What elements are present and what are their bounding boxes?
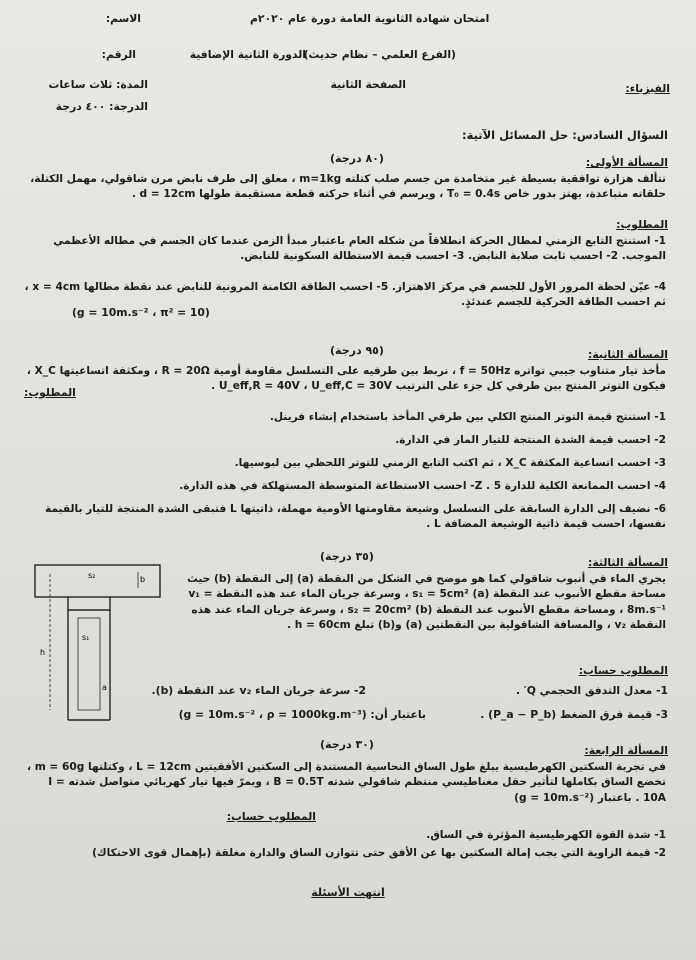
page-label: الصفحة الثانية <box>330 78 406 91</box>
problem2-title: المسألة الثانية: <box>588 348 668 361</box>
problem3-item-3: 3- قيمة فرق الضغط (P_a − P_b) . <box>480 708 668 721</box>
label-s2: s₂ <box>88 571 96 580</box>
problem2-item-4: 4- احسب الممانعة الكلية للدارة Z . 5- احسب الاستطاعة المتوسطة المستهلكة في هذه الدارة. <box>179 480 666 492</box>
problem3-item-1: 1- معدل التدفق الحجمي Q′ . <box>515 684 668 697</box>
label-b: b <box>140 575 146 584</box>
duration-label: المدة: ثلاث ساعات <box>48 78 148 91</box>
problem2-text: مأخذ تيار متناوب جيبي تواتره f = 50Hz ، نربط بين طرفيه على التسلسل مقاومة أومية R = 20Ω ، ومكثفة اتساعيتها X_C ، فيكون التوتر المنتج بين طرفي كل جزء على الترتيب U_eff,R = 40V ، U_eff,C = 30V . <box>26 365 666 393</box>
problem4-item-1: 1- شدة القوة الكهرطيسية المؤثرة في الساق. <box>426 829 666 841</box>
problem2-required: المطلوب: <box>24 386 76 399</box>
exam-title: امتحان شهادة الثانوية العامة دورة عام ٢٠٢٠م <box>250 12 490 25</box>
session-label: الدورة الثانية الإضافية <box>189 48 306 61</box>
problem1-item-1: 1- استنتج التابع الزمني لمطال الحركة انطلاقاً من شكله العام باعتبار مبدأ الزمن عندما كان الجسم في مطاله الأعظمي الموجب. 2- احسب ثابت صلابة النابض. 3- احسب قيمة الاستطالة السكونية للنابض. <box>53 235 666 263</box>
problem1-title: المسألة الأولى: <box>585 156 668 169</box>
problem2-score: (٩٥ درجة) <box>330 344 384 357</box>
problem4-item-2: 2- قيمة الزاوية التي يجب إمالة السكتين بها عن الأفق حتى تتوازن الساق والدارة مغلقة (بإهمال قوى الاحتكاك) <box>92 847 666 859</box>
label-s1: s₁ <box>82 633 90 642</box>
branch-label: (الفرع العلمي – نظام حديث) <box>303 48 456 61</box>
problem1-text: تتألف هزازة توافقية بسيطة غير متخامدة من جسم صلب كتلته m=1kg ، معلق إلى طرف نابض مرن شاقولي، مهمل الكتلة، حلقاته متباعدة، يهتز بدور خاص T₀ = 0.4s ، ويرسم في أثناء حركته قطعة مستقيمة طولها d = 12cm . <box>30 173 666 201</box>
problem1-required: المطلوب: <box>616 218 668 231</box>
problem4-score: (٣٠ درجة) <box>320 738 374 751</box>
problem3-title: المسألة الثالثة: <box>588 556 668 569</box>
problem4-title: المسألة الرابعة: <box>584 744 668 757</box>
problem1-given: (g = 10m.s⁻² ، π² = 10) <box>72 306 210 319</box>
problem2-item-2: 2- احسب قيمة الشدة المنتجة للتيار المار في الدارة. <box>395 434 666 446</box>
problem3-required: المطلوب حساب: <box>578 664 668 677</box>
problem3-given: باعتبار أن: (g = 10m.s⁻² ، ρ = 1000kg.m⁻³) <box>178 708 426 721</box>
problem3-score: (٣٥ درجة) <box>320 550 374 563</box>
problem1-item-2: 4- عيّن لحظة المرور الأول للجسم في مركز الاهتزاز. 5- احسب الطاقة الكامنة المرونية للنابض عند نقطة مطالها x = 4cm ، ثم احسب الطاقة الحركية للجسم عندئذٍ. <box>24 281 666 309</box>
grade-label: الدرجة: ٤٠٠ درجة <box>55 100 148 113</box>
problem3-text: يجري الماء في أنبوب شاقولي كما هو موضح في الشكل من النقطة (a) إلى النقطة (b) حيث مساحة مقطع الأنبوب عند النقطة (a) s₁ = 5cm² ، وسرعة جريان الماء عند هذه النقطة v₁ = 8m.s⁻¹ ، ومساحة مقطع الأنبوب عند النقطة (b) s₂ = 20cm² ، وسرعة جريان الماء عند هذه النقطة v₂ ، والمسافة الشاقولية بين النقطتين (a) و(b) تبلغ h = 60cm . <box>187 573 666 631</box>
problem4-required: المطلوب حساب: <box>226 810 316 823</box>
problem1-score: (٨٠ درجة) <box>330 152 384 165</box>
question-title: السؤال السادس: حل المسائل الآتية: <box>462 128 668 142</box>
pipe-figure <box>20 560 170 730</box>
problem2-item-1: 1- استنتج قيمة التوتر المنتج الكلي بين طرفي المأخذ باستخدام إنشاء فرينل. <box>269 411 666 423</box>
problem2-item-5: 6- نضيف إلى الدارة السابقة على التسلسل وشيعة مقاومتها الأومية مهملة، ذاتيتها L فتبقى الشدة المنتجة للتيار بالقيمة نفسها، احسب قيمة ذاتية الوشيعة المضافة L . <box>45 503 666 531</box>
number-label: الرقم: <box>101 48 136 61</box>
label-a: a <box>102 683 107 692</box>
problem3-item-2: 2- سرعة جريان الماء v₂ عند النقطة (b). <box>151 684 366 697</box>
label-h: h <box>40 648 46 657</box>
subject-label: الفيزياء: <box>625 82 670 95</box>
name-label: الاسم: <box>105 12 141 25</box>
problem2-item-3: 3- احسب اتساعية المكثفة X_C ، ثم اكتب التابع الزمني للتوتر اللحظي بين لبوسيها. <box>234 457 666 469</box>
problem4-text: في تجربة السكتين الكهرطيسية يبلغ طول الساق النحاسية المستندة إلى السكتين الأفقيتين L = 12cm ، وكتلتها m = 60g ، تخضع الساق بكاملها لتأثير حقل مغناطيسي منتظم شاقولي شدته B = 0.5T ، ويمرّ فيها تيار كهربائي متواصل شدته I = 10A . باعتبار (g = 10m.s⁻²) <box>26 761 666 804</box>
end-of-questions: انتهت الأسئلة <box>311 886 385 899</box>
